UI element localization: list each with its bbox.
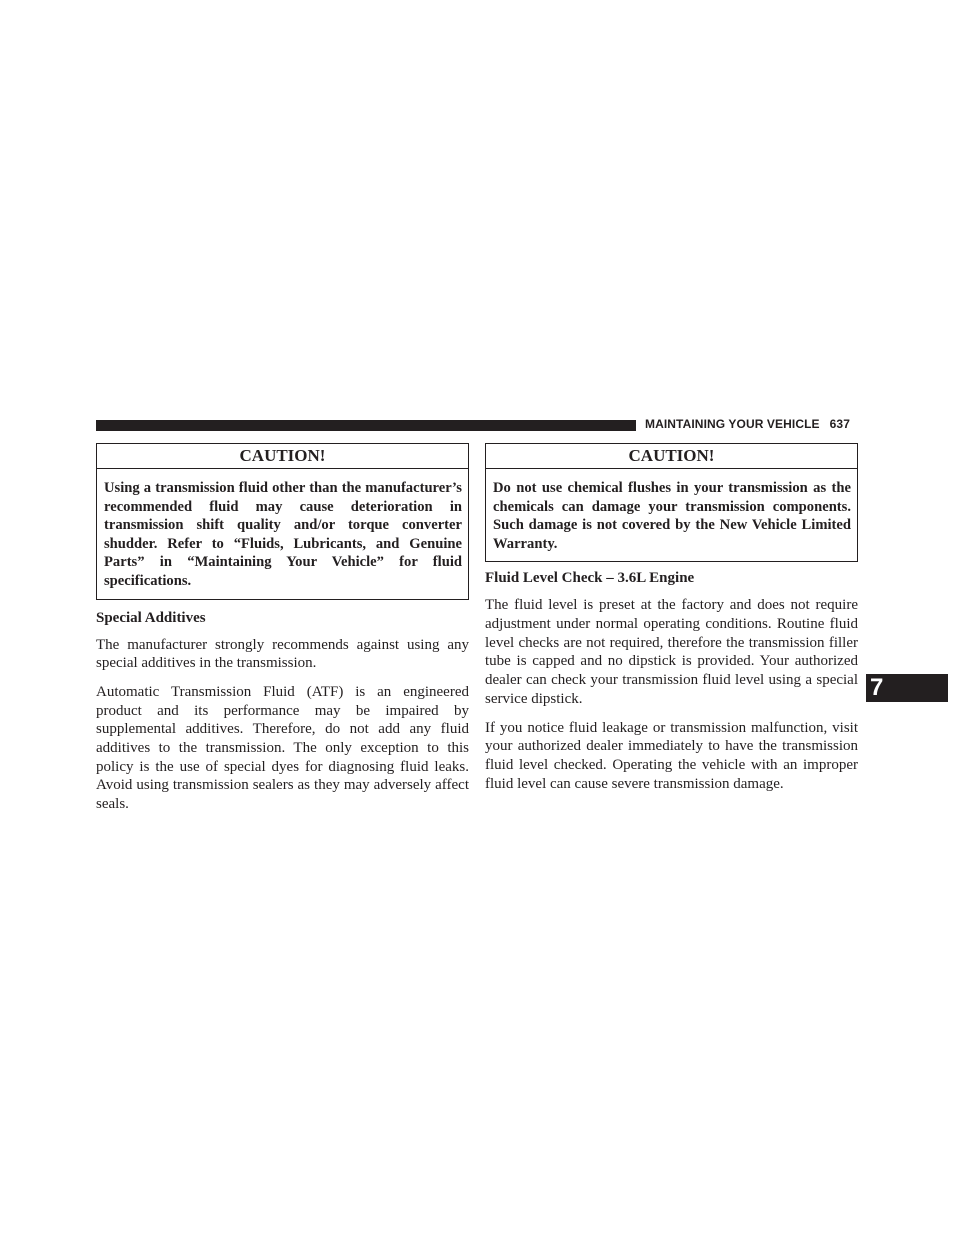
left-column <box>96 443 469 814</box>
right-column <box>485 443 858 793</box>
header-rule <box>96 420 636 431</box>
paragraph: The manufacturer strongly recommends against using any special additives in the transmission. <box>96 636 469 672</box>
section-heading-special-additives: Special Additives <box>96 609 206 626</box>
paragraph: If you notice fluid leakage or transmission malfunction, visit your authorized dealer immediately to have the transmission fluid level checked. Operating the vehicle with an improper fluid level can cause severe transmission damage. <box>485 719 858 792</box>
paragraph: Automatic Transmission Fluid (ATF) is an engineered product and its performance may be impaired by supplemental additives. Therefore, do not add any fluid additives to the transmission. The only exception to this policy is the use of special dyes for diagnosing fluid leaks. Avoid using transmission sealers as they may adversely affect seals. <box>96 683 469 813</box>
header-section-title: MAINTAINING YOUR VEHICLE <box>645 417 820 431</box>
caution-box-left <box>96 443 469 600</box>
page-number: 637 <box>829 417 850 431</box>
caution-box-right <box>485 443 858 562</box>
caution-title: CAUTION! <box>97 444 468 469</box>
paragraph: The fluid level is preset at the factory and does not require adjustment under normal operating conditions. Routine fluid level checks are not required, therefore the transmission filler tube is capped and no dipstick is provided. Your authorized dealer can check your transmission fluid level using a special service dipstick. <box>485 597 858 707</box>
running-header <box>645 417 850 431</box>
caution-text: Do not use chemical flushes in your transmission as the chemicals can damage your transmission components. Such damage is not covered by the New Vehicle Limited Warranty. <box>493 480 851 552</box>
caution-title: CAUTION! <box>486 444 857 469</box>
section-heading-fluid-level-check: Fluid Level Check – 3.6L Engine <box>485 570 695 587</box>
caution-text: Using a transmission fluid other than the manufacturer’s recommended fluid may cause deterioration in transmission shift quality and/or torque converter shudder. Refer to “Fluids, Lubricants, and Genuine Parts” in “Maintaining Your Vehicle” for fluid specifications. <box>104 480 462 589</box>
chapter-tab: 7 <box>866 674 948 702</box>
